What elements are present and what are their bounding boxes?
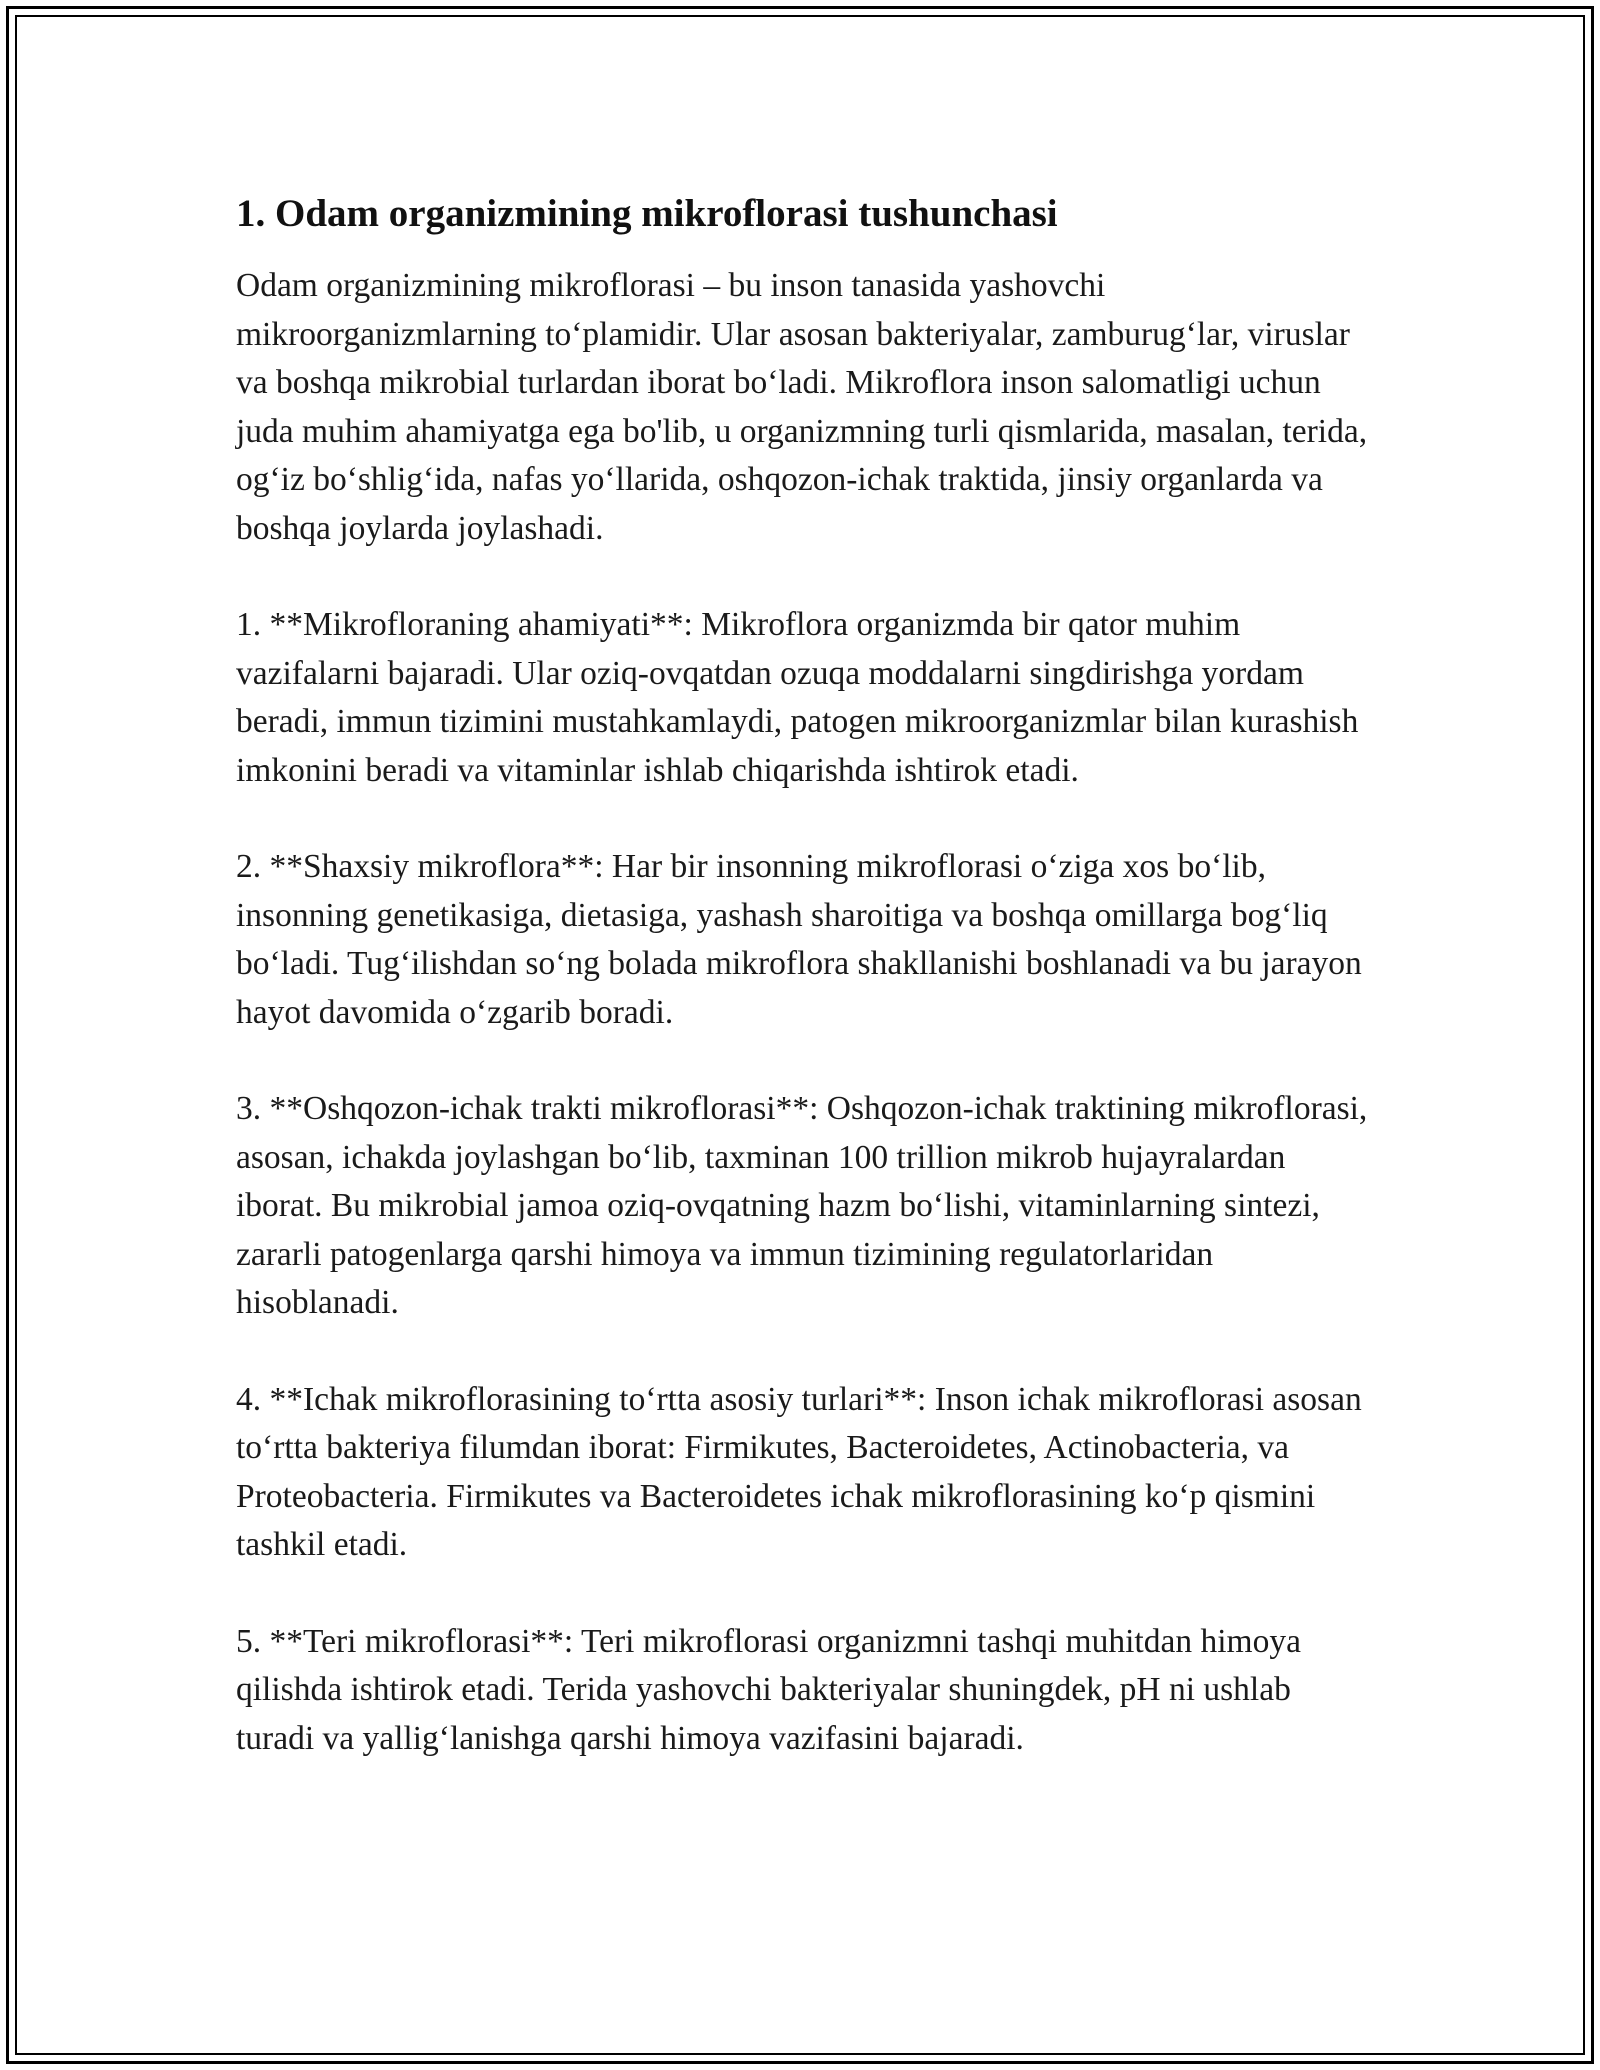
intro-paragraph: Odam organizmining mikroflorasi – bu inson tanasida yashovchi mikroorganizmlarning to‘plamidir. Ular asosan bakteriyalar, zamburug‘lar, viruslar va boshqa mikrobial turlardan iborat bo‘ladi. Mikroflora inson salomatligi uchun juda muhim ahamiyatga ega bo'lib, u organizmning turli qismlarida, masalan, terida, og‘iz bo‘shlig‘ida, nafas yo‘llarida, oshqozon-ichak traktida, jinsiy organlarda va boshqa joylarda joylashadi. bbox=[236, 267, 1368, 547]
list-item-4: 4. **Ichak mikroflorasining to‘rtta asosiy turlari**: Inson ichak mikroflorasi asosan to‘rtta bakteriya filumdan iborat: Firmikutes, Bacteroidetes, Actinobacteria, va Proteobacteria. Firmikutes va Bacteroidetes ichak mikroflorasining ko‘p qismini tashkil etadi. bbox=[236, 1380, 1362, 1563]
list-item-2: 2. **Shaxsiy mikroflora**: Har bir insonning mikroflorasi o‘ziga xos bo‘lib, insonning genetikasiga, dietasiga, yashash sharoitiga va boshqa omillarga bog‘liq bo‘ladi. Tug‘ilishdan so‘ng bolada mikroflora shakllanishi boshlanadi va bu jarayon hayot davomida o‘zgarib boradi. bbox=[236, 848, 1362, 1031]
list-item-5: 5. **Teri mikroflorasi**: Teri mikroflorasi organizmni tashqi muhitdan himoya qilishda ishtirok etadi. Terida yashovchi bakteriyalar shuningdek, pH ni ushlab turadi va yallig‘lanishga qarshi himoya vazifasini bajaradi. bbox=[236, 1622, 1301, 1757]
document-body bbox=[236, 186, 1376, 1811]
list-item-3: 3. **Oshqozon-ichak trakti mikroflorasi**: Oshqozon-ichak traktining mikroflorasi, asosan, ichakda joylashgan bo‘lib, taxminan 100 trillion mikrob hujayralardan iborat. Bu mikrobial jamoa oziq-ovqatning hazm bo‘lishi, vitaminlarning sintezi, zararli patogenlarga qarshi himoya va immun tizimining regulatorlaridan hisoblanadi. bbox=[236, 1090, 1368, 1321]
list-item-1: 1. **Mikrofloraning ahamiyati**: Mikroflora organizmda bir qator muhim vazifalarni bajaradi. Ular oziq-ovqatdan ozuqa moddalarni singdirishga yordam beradi, immun tizimini mustahkamlaydi, patogen mikroorganizmlar bilan kurashish imkonini beradi va vitaminlar ishlab chiqarishda ishtirok etadi. bbox=[236, 606, 1359, 789]
document-title: 1. Odam organizmining mikroflorasi tushunchasi bbox=[236, 192, 1058, 235]
